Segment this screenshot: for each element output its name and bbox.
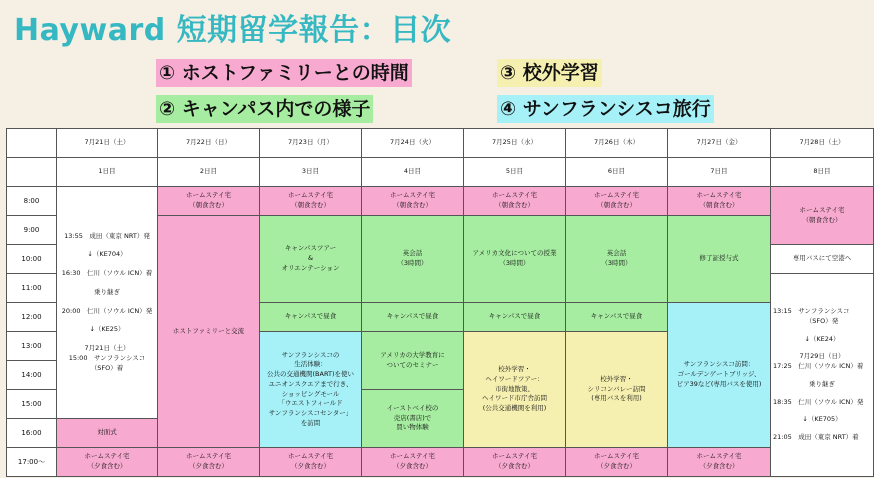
event-line: サンフランシスコセンター」	[268, 409, 353, 417]
homestay-label: ホームステイ宅	[390, 452, 435, 461]
time-label: 17:00〜	[7, 448, 57, 477]
meal-note: （朝食含む）	[597, 201, 636, 209]
flight-line: 乗り継ぎ	[809, 379, 835, 388]
event-line: ショッピングモール	[281, 389, 340, 398]
corner-cell	[7, 158, 57, 187]
homestay-label: ホームステイ宅	[696, 191, 742, 200]
homestay-label: ホームステイ宅	[594, 191, 639, 200]
event-line: （3時間）	[601, 259, 632, 267]
time-label: 13:00	[7, 332, 57, 361]
event-line: シリコンバレー訪問	[587, 384, 646, 393]
homestay-label: ホームステイ宅	[84, 452, 130, 461]
homestay-breakfast-cell	[668, 187, 771, 216]
homestay-breakfast-cell	[260, 187, 362, 216]
meal-note: （朝食含む）	[802, 215, 842, 224]
homestay-label: ホームステイ宅	[288, 452, 333, 461]
legend-sf-trip: ④ サンフランシスコ旅行	[497, 95, 714, 123]
page-title: Hayward 短期留学報告：目次	[14, 13, 452, 48]
day1-travel-cell	[57, 187, 158, 419]
event-line: &	[307, 254, 314, 263]
day-header: 7日目	[668, 158, 771, 187]
meal-note: （夕食含む）	[189, 462, 228, 470]
day5-field-trip	[464, 332, 566, 448]
homestay-breakfast-cell	[362, 187, 464, 216]
homestay-dinner-cell	[566, 448, 668, 477]
event-line: サンフランシスコの	[281, 350, 340, 359]
flight-line: 7月21日（土）	[84, 344, 130, 353]
flight-line: ↓（KE24）	[804, 334, 840, 343]
flight-line: 7月29日（日）	[799, 352, 845, 361]
day4-shop	[362, 390, 464, 448]
event-line: ユニオンスクエアまで行き、	[268, 379, 353, 388]
event-line: ついてのセミナー	[386, 360, 439, 369]
homestay-dinner-cell	[668, 448, 771, 477]
event-line: (専用バスを利用)	[591, 394, 642, 403]
date-header: 7月27日（金）	[668, 129, 771, 158]
flight-line: （SFO）着	[90, 363, 124, 372]
day3-lunch: キャンパスで昼食	[260, 303, 362, 332]
event-line: ヘイワード市庁舎訪問	[482, 394, 547, 403]
meal-note: （夕食含む）	[393, 462, 432, 470]
event-line: 校外学習・	[498, 365, 531, 374]
day1-meeting: 対面式	[57, 419, 158, 448]
flight-line: 18:35 仁川（ソウル ICN）発	[773, 397, 864, 406]
event-line: ヘイワードツアー：	[485, 374, 544, 383]
event-line: オリエンテーション	[281, 263, 340, 272]
homestay-breakfast-cell	[771, 187, 874, 245]
day4-lunch: キャンパスで昼食	[362, 303, 464, 332]
homestay-label: ホームステイ宅	[186, 452, 231, 461]
day8-bus-to-airport: 専用バスにて空港へ	[771, 245, 874, 274]
flight-line: 20:00 仁川（ソウル ICN）発	[61, 306, 153, 315]
homestay-label: ホームステイ宅	[492, 191, 537, 200]
schedule-table	[6, 128, 874, 477]
day2-host-exchange: ホストファミリーと交流	[158, 216, 260, 448]
day7-ceremony: 修了証授与式	[668, 216, 771, 303]
meal-note: （朝食含む）	[699, 201, 739, 209]
date-header: 7月25日（水）	[464, 129, 566, 158]
flight-line: ↓（KE25）	[89, 325, 125, 334]
day5-lunch: キャンパスで昼食	[464, 303, 566, 332]
homestay-breakfast-cell	[566, 187, 668, 216]
time-label: 15:00	[7, 390, 57, 419]
flight-line: 17:25 仁川（ソウル ICN）着	[773, 362, 864, 371]
event-line: 売店(書店)で	[393, 413, 432, 422]
day3-sf-experience	[260, 332, 362, 448]
event-line: イーストベイ校の	[386, 403, 439, 412]
homestay-dinner-cell	[260, 448, 362, 477]
time-label: 14:00	[7, 361, 57, 390]
day6-lunch: キャンパスで昼食	[566, 303, 668, 332]
meal-note: （夕食含む）	[87, 462, 127, 470]
day6-field-trip	[566, 332, 668, 448]
meal-note: （夕食含む）	[699, 462, 739, 470]
event-line: 買い物体験	[396, 423, 429, 432]
homestay-dinner-cell	[57, 448, 158, 477]
event-line: ピア39など(専用バスを使用)	[676, 379, 762, 388]
event-line: 「ウエストフィールド	[278, 399, 343, 408]
event-line: （3時間）	[499, 259, 530, 267]
time-label: 16:00	[7, 419, 57, 448]
event-line: (公共交通機関を利用)	[482, 404, 547, 413]
event-line: 生活体験：	[294, 360, 327, 369]
homestay-label: ホームステイ宅	[492, 452, 537, 461]
homestay-label: ホームステイ宅	[390, 191, 435, 200]
day-header: 3日目	[260, 158, 362, 187]
time-label: 12:00	[7, 303, 57, 332]
event-line: を訪問	[300, 418, 321, 427]
time-label: 10:00	[7, 245, 57, 274]
flight-line: ↓（KE705）	[802, 415, 842, 424]
time-label: 9:00	[7, 216, 57, 245]
meal-note: （朝食含む）	[291, 201, 330, 209]
event-line: アメリカ文化についての授業	[472, 249, 557, 258]
meal-note: （夕食含む）	[495, 462, 534, 470]
date-header: 7月26日（木）	[566, 129, 668, 158]
flight-line: 13:15 サンフランシスコ	[773, 307, 850, 316]
legend-host-family: ① ホストファミリーとの時間	[156, 59, 412, 87]
date-header: 7月22日（日）	[158, 129, 260, 158]
homestay-label: ホームステイ宅	[696, 452, 742, 461]
day-header: 5日目	[464, 158, 566, 187]
homestay-label: ホームステイ宅	[288, 191, 333, 200]
day-header: 4日目	[362, 158, 464, 187]
flight-line: 16:30 仁川（ソウル ICN）着	[61, 269, 153, 278]
date-header: 7月28日（土）	[771, 129, 874, 158]
flight-line: 乗り継ぎ	[94, 287, 120, 296]
day7-sf-visit	[668, 303, 771, 448]
flight-line: 15:00 サンフランシスコ	[68, 353, 146, 362]
event-line: 英会話	[402, 249, 423, 258]
event-line: 公共の交通機関(BART)を使い	[267, 370, 354, 378]
day4-english-class	[362, 216, 464, 303]
homestay-label: ホームステイ宅	[186, 191, 231, 200]
meal-note: （朝食含む）	[393, 201, 432, 209]
time-label: 8:00	[7, 187, 57, 216]
date-header: 7月21日（土）	[57, 129, 158, 158]
meal-note: （夕食含む）	[597, 462, 636, 470]
event-line: （3時間）	[397, 259, 428, 267]
day6-english-class	[566, 216, 668, 303]
homestay-dinner-cell	[362, 448, 464, 477]
homestay-breakfast-cell	[464, 187, 566, 216]
meal-note: （夕食含む）	[291, 462, 330, 470]
flight-line: 13:55 成田（東京 NRT）発	[64, 231, 150, 240]
date-header: 7月23日（月）	[260, 129, 362, 158]
event-line: 市街地散策、	[495, 384, 534, 393]
flight-line: 21:05 成田（東京 NRT）着	[773, 433, 859, 442]
event-line: キャンパスツアー	[284, 244, 337, 253]
homestay-dinner-cell	[464, 448, 566, 477]
legend-campus: ② キャンパス内での様子	[156, 95, 373, 123]
flight-line: （SFO）発	[805, 316, 839, 325]
homestay-breakfast-cell	[158, 187, 260, 216]
homestay-label: ホームステイ宅	[594, 452, 639, 461]
meal-note: （朝食含む）	[495, 201, 534, 209]
day-header: 6日目	[566, 158, 668, 187]
event-line: 校外学習・	[600, 374, 633, 383]
flight-line: ↓（KE704）	[87, 250, 127, 259]
time-label: 11:00	[7, 274, 57, 303]
corner-cell	[7, 129, 57, 158]
day5-culture-class	[464, 216, 566, 303]
event-line: 英会話	[606, 249, 627, 258]
day-header: 8日目	[771, 158, 874, 187]
event-line: アメリカの大学教育に	[380, 350, 445, 359]
homestay-label: ホームステイ宅	[799, 205, 845, 214]
day-header: 2日目	[158, 158, 260, 187]
homestay-dinner-cell	[158, 448, 260, 477]
event-line: サンフランシスコ訪問：	[683, 360, 755, 369]
meal-note: （朝食含む）	[189, 201, 228, 209]
day-header: 1日目	[57, 158, 158, 187]
legend-field-trip: ③ 校外学習	[497, 59, 602, 87]
day4-seminar	[362, 332, 464, 390]
day3-campus-tour	[260, 216, 362, 303]
day8-travel-cell	[771, 274, 874, 477]
date-header: 7月24日（火）	[362, 129, 464, 158]
event-line: ゴールデンゲートブリッジ、	[677, 370, 761, 379]
